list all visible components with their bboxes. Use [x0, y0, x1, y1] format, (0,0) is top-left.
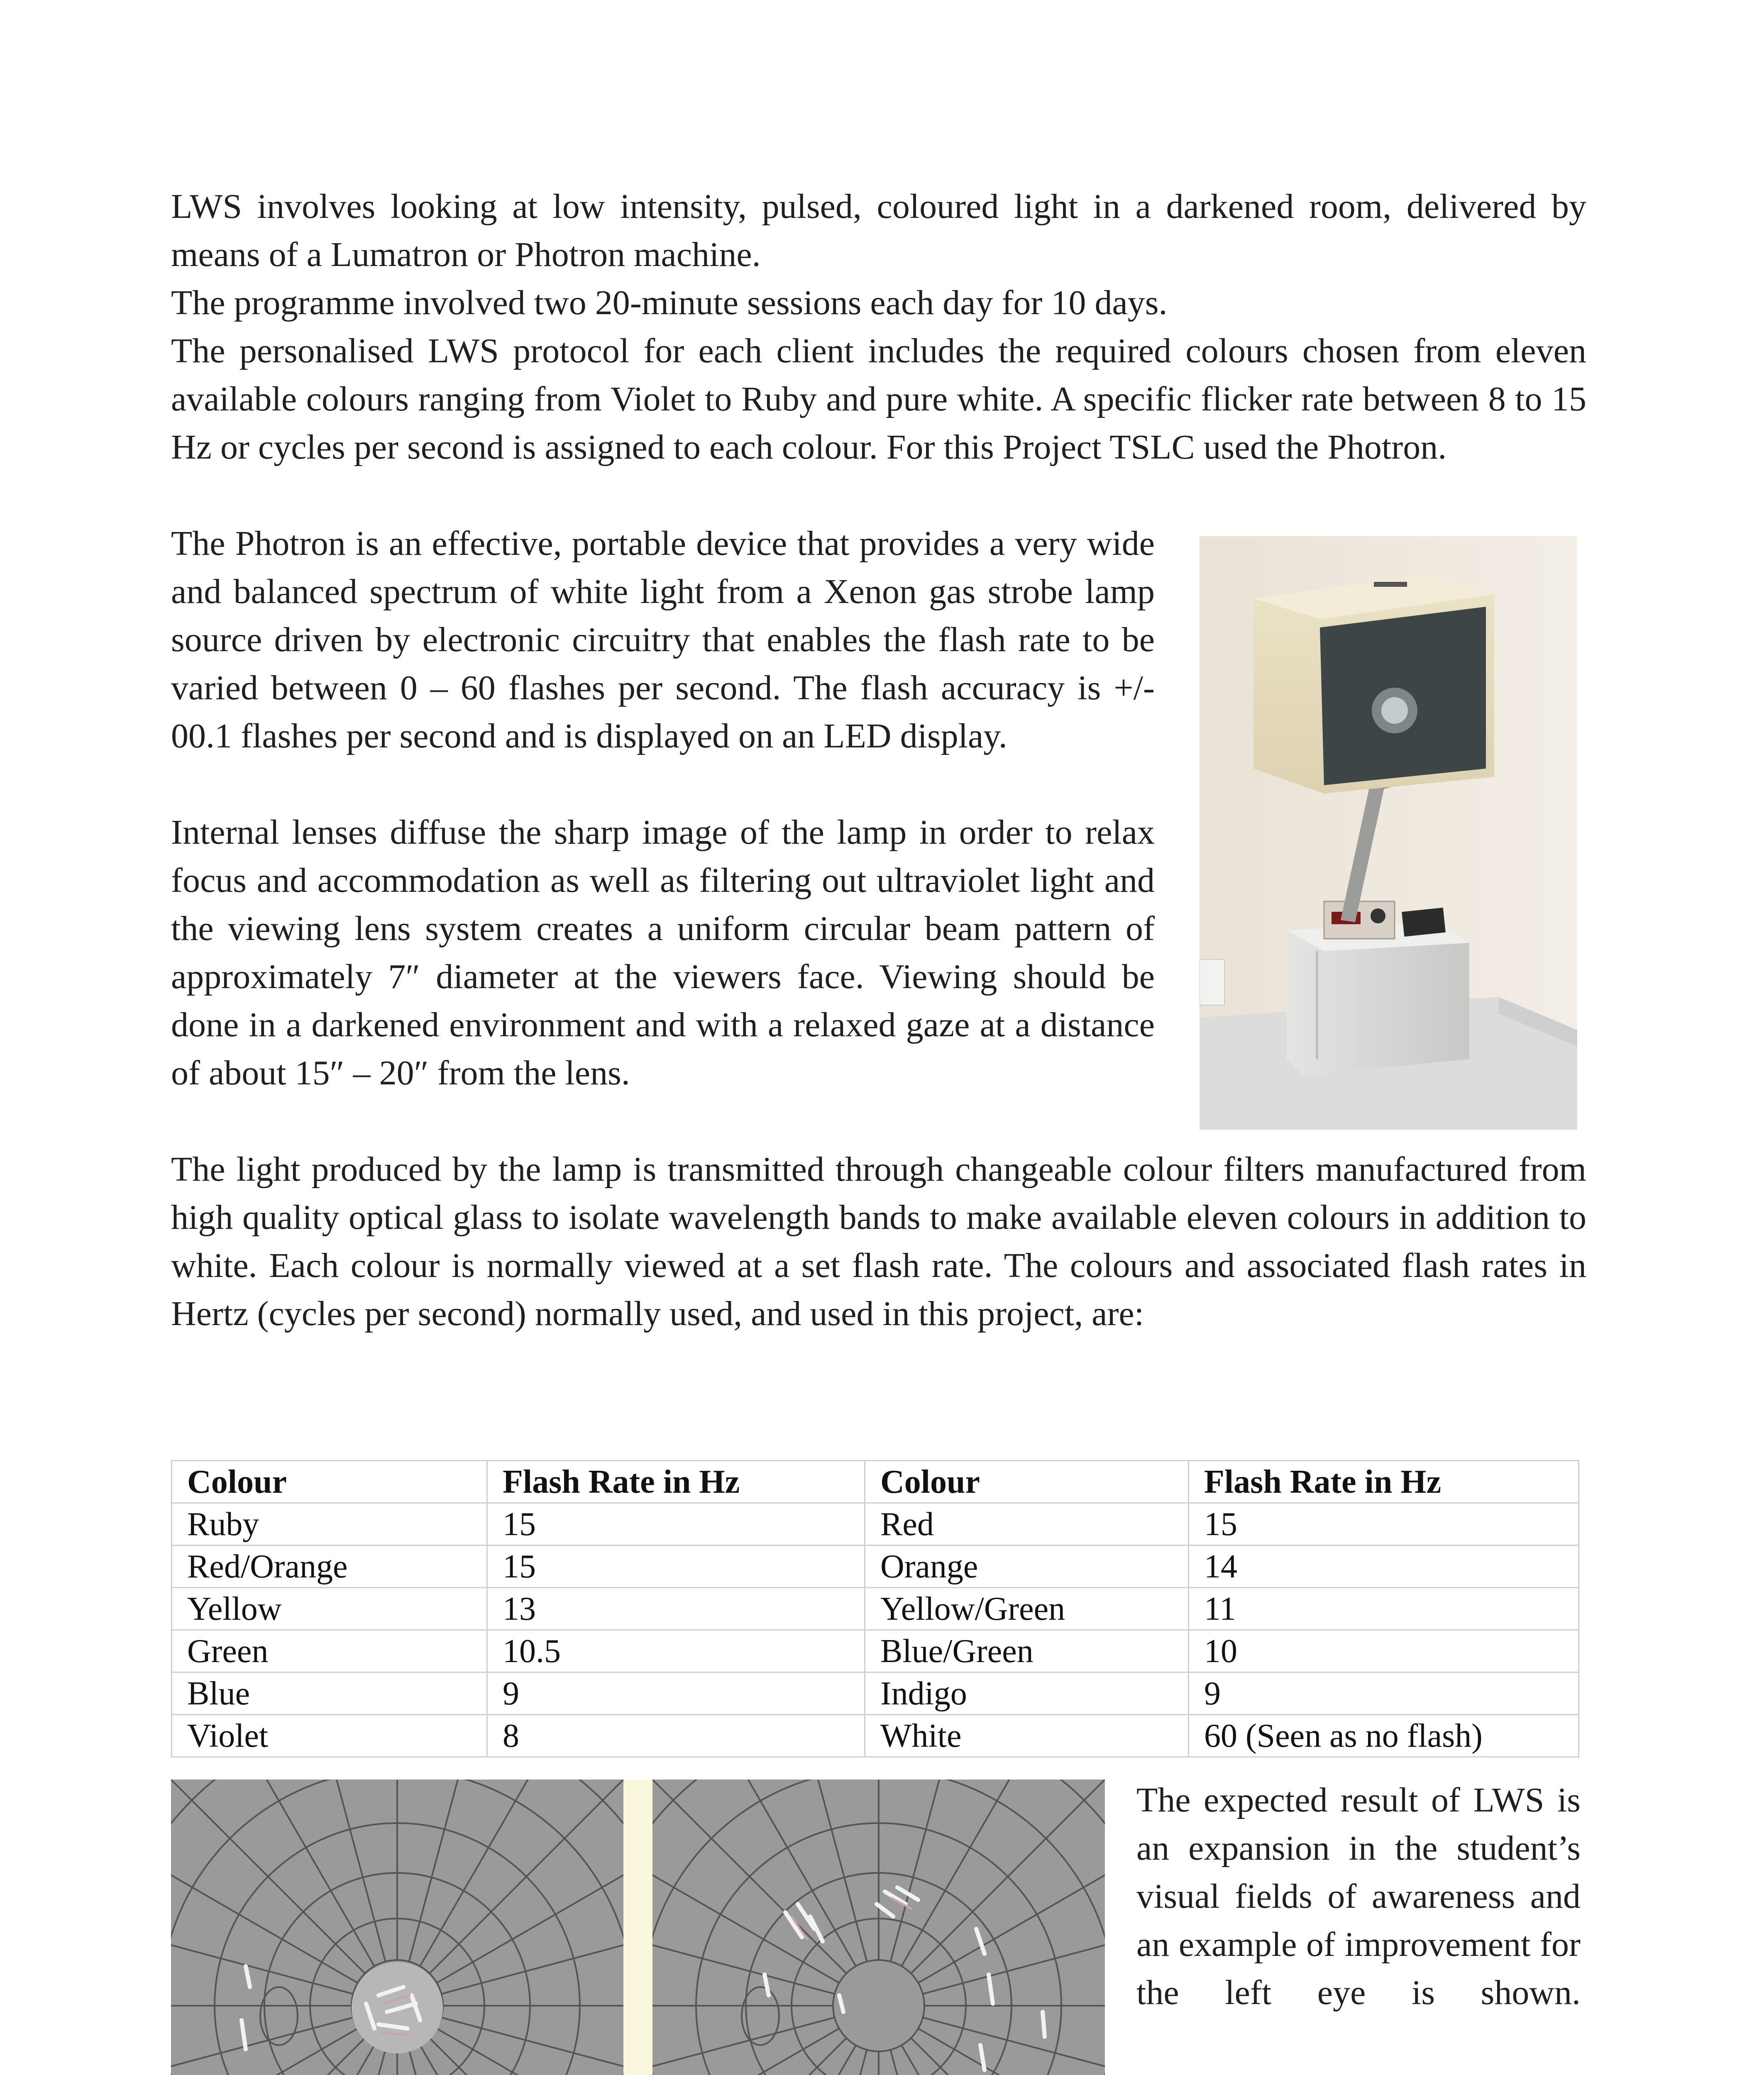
header-colour-2: Colour: [865, 1461, 1189, 1503]
table-header-row: [172, 1461, 1579, 1503]
flash-rate-table: [171, 1460, 1579, 1758]
table-cell: Yellow: [172, 1588, 487, 1630]
header-colour-1: Colour: [172, 1461, 487, 1503]
table-cell: Ruby: [172, 1503, 487, 1545]
paragraph-protocol: The personalised LWS protocol for each client includes the required colours chosen from eleven available colours ranging from Violet to Ruby and pure white. A specific flicker rate between 8 to 15 Hz or cycles per second is assigned to each colour. For this Project TSLC used the Photron.: [171, 332, 1586, 466]
paragraph-expected-result: The expected result of LWS is an expansion in the student’s visual fields of awareness and an example of improvement for the left eye is shown.: [1136, 1781, 1581, 2012]
paragraph-colour-filters: The light produced by the lamp is transmitted through changeable colour filters manufactured from high quality optical glass to isolate wavelength bands to make available eleven colours in addition to white. Each colour is normally viewed at a set flash rate. The colours and associated flash rates in Hertz (cycles per second) normally used, and used in this project, are:: [171, 1150, 1586, 1333]
table-cell: Green: [172, 1630, 487, 1672]
table-cell: 8: [487, 1715, 865, 1757]
table-row: [172, 1672, 1579, 1715]
table-cell: Violet: [172, 1715, 487, 1757]
visual-field-before-chart: [171, 1780, 623, 2075]
visual-field-after-chart: [652, 1780, 1105, 2075]
table-row: [172, 1503, 1579, 1545]
table-cell: Red: [865, 1503, 1189, 1545]
table-cell: 13: [487, 1588, 865, 1630]
table-cell: 11: [1189, 1588, 1579, 1630]
header-flash-rate-1: Flash Rate in Hz: [487, 1461, 865, 1503]
table-row: [172, 1630, 1579, 1672]
table-cell: Blue/Green: [865, 1630, 1189, 1672]
table-cell: 9: [487, 1672, 865, 1715]
table-cell: 60 (Seen as no flash): [1189, 1715, 1579, 1757]
table-cell: Yellow/Green: [865, 1588, 1189, 1630]
table-cell: Red/Orange: [172, 1545, 487, 1588]
table-cell: Blue: [172, 1672, 487, 1715]
table-cell: Indigo: [865, 1672, 1189, 1715]
paragraph-photron-device: The Photron is an effective, portable device that provides a very wide and balanced spectrum of white light from a Xenon gas strobe lamp source driven by electronic circuitry that enables the flash rate to be varied between 0 – 60 flashes per second. The flash accuracy is +/- 00.1 flashes per second and is displayed on an LED display.: [171, 524, 1155, 755]
header-flash-rate-2: Flash Rate in Hz: [1189, 1461, 1579, 1503]
figure-divider: [623, 1780, 652, 2075]
table-row: [172, 1588, 1579, 1630]
table-row: [172, 1715, 1579, 1757]
table-cell: 9: [1189, 1672, 1579, 1715]
table-cell: 14: [1189, 1545, 1579, 1588]
table-cell: 15: [487, 1545, 865, 1588]
paragraph-internal-lenses: Internal lenses diffuse the sharp image of the lamp in order to relax focus and accommodation as well as filtering out ultraviolet light and the viewing lens system creates a uniform circular beam pattern of approximately 7″ diameter at the viewers face. Viewing should be done in a darkened environment and with a relaxed gaze at a distance of about 15″ – 20″ from the lens.: [171, 813, 1155, 1092]
table-cell: 10: [1189, 1630, 1579, 1672]
table-cell: 10.5: [487, 1630, 865, 1672]
photron-machine-photo: [1200, 536, 1577, 1130]
table-cell: Orange: [865, 1545, 1189, 1588]
table-cell: 15: [487, 1503, 865, 1545]
paragraph-programme: The programme involved two 20-minute sessions each day for 10 days.: [171, 283, 1168, 322]
table-cell: White: [865, 1715, 1189, 1757]
table-row: [172, 1545, 1579, 1588]
paragraph-lws-intro: LWS involves looking at low intensity, pulsed, coloured light in a darkened room, delivered by means of a Lumatron or Photron machine.: [171, 187, 1586, 274]
table-cell: 15: [1189, 1503, 1579, 1545]
